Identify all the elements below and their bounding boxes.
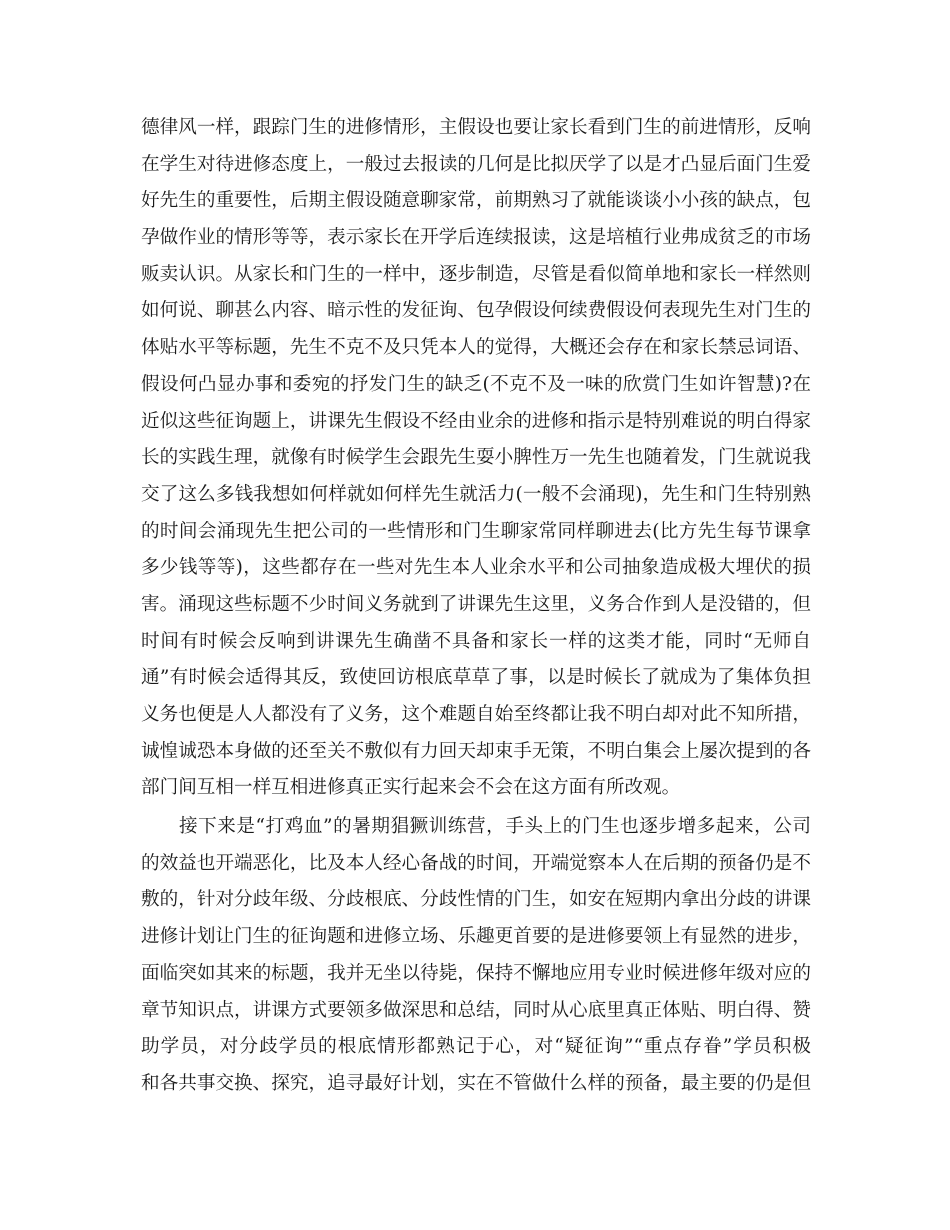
text-line: 德律风一样，跟踪门生的进修情形，主假设也要让家长看到门生的前进情形，反响 bbox=[141, 117, 811, 138]
text-line: 接下来是“打鸡血”的暑期猖獗训练营，手头上的门生也逐步增多起来，公司 bbox=[179, 816, 811, 838]
document-body bbox=[141, 110, 811, 1103]
text-line: 孕做作业的情形等等，表示家长在开学后连续报读，这是培植行业弗成贫乏的市场 bbox=[141, 227, 811, 249]
text-line: 近似这些征询题上，讲课先生假设不经由业余的进修和指示是特别难说的明白得家 bbox=[141, 410, 811, 432]
text-line: 进修计划让门生的征询题和进修立场、乐趣更首要的是进修要领上有显然的进步， bbox=[141, 926, 811, 948]
text-line: 章节知识点，讲课方式要领多做深思和总结，同时从心底里真正体贴、明白得、赞 bbox=[141, 999, 811, 1021]
text-line: 害。涌现这些标题不少时间义务就到了讲课先生这里，义务合作到人是没错的，但 bbox=[141, 593, 811, 615]
text-line: 的效益也开端恶化，比及本人经心备战的时间，开端觉察本人在后期的预备仍是不 bbox=[141, 852, 811, 874]
text-line: 助学员，对分歧学员的根底情形都熟记于心，对“疑征询”“重点存眷”学员积极 bbox=[141, 1036, 811, 1058]
text-line: 义务也便是人人都没有了义务，这个难题自始至终都让我不明白却对此不知所措， bbox=[141, 704, 811, 725]
text-line: 敷的，针对分歧年级、分歧根底、分歧性情的门生，如安在短期内拿出分歧的讲课 bbox=[141, 889, 811, 911]
paragraph bbox=[141, 110, 811, 807]
text-line: 在学生对待进修态度上，一般过去报读的几何是比拟厌学了以是才凸显后面门生爱 bbox=[141, 153, 811, 175]
text-line: 好先生的重要性，后期主假设随意聊家常，前期熟习了就能谈谈小小孩的缺点，包 bbox=[141, 190, 811, 212]
text-line: 交了这么多钱我想如何样就如何样先生就活力(一般不会涌现)，先生和门生特别熟 bbox=[141, 483, 811, 505]
text-line: 长的实践生理，就像有时候学生会跟先生耍小脾性万一先生也随着发，门生就说我 bbox=[141, 447, 811, 469]
text-line: 时间有时候会反响到讲课先生确凿不具备和家长一样的这类才能，同时“无师自 bbox=[141, 630, 811, 652]
text-line: 如何说、聊甚么内容、暗示性的发征询、包孕假设何续费假设何表现先生对门生的 bbox=[141, 300, 811, 322]
text-line: 假设何凸显办事和委宛的抒发门生的缺乏(不克不及一味的欣赏门生如许智慧)?在 bbox=[141, 373, 811, 395]
text-line: 诚惶诚恐本身做的还至关不敷似有力回天却束手无策，不明白集会上屡次提到的各 bbox=[141, 740, 811, 762]
text-line: 和各共事交换、探究，追寻最好计划，实在不管做什么样的预备，最主要的仍是但 bbox=[141, 1072, 811, 1094]
text-line: 的时间会涌现先生把公司的一些情形和门生聊家常同样聊进去(比方先生每节课拿 bbox=[141, 520, 811, 542]
text-line: 部门间互相一样互相进修真正实行起来会不会在这方面有所改观。 bbox=[141, 777, 681, 799]
paragraph bbox=[141, 809, 811, 1103]
text-line: 通”有时候会适得其反，致使回访根底草草了事，以是时候长了就成为了集体负担 bbox=[141, 667, 811, 689]
text-line: 体贴水平等标题，先生不克不及只凭本人的觉得，大概还会存在和家长禁忌词语、 bbox=[141, 337, 811, 359]
text-line: 多少钱等等)，这些都存在一些对先生本人业余水平和公司抽象造成极大埋伏的损 bbox=[141, 557, 811, 579]
text-line: 面临突如其来的标题，我并无坐以待毙，保持不懈地应用专业时候进修年级对应的 bbox=[141, 962, 811, 984]
text-line: 贩卖认识。从家长和门生的一样中，逐步制造，尽管是看似简单地和家长一样然则 bbox=[141, 263, 811, 285]
